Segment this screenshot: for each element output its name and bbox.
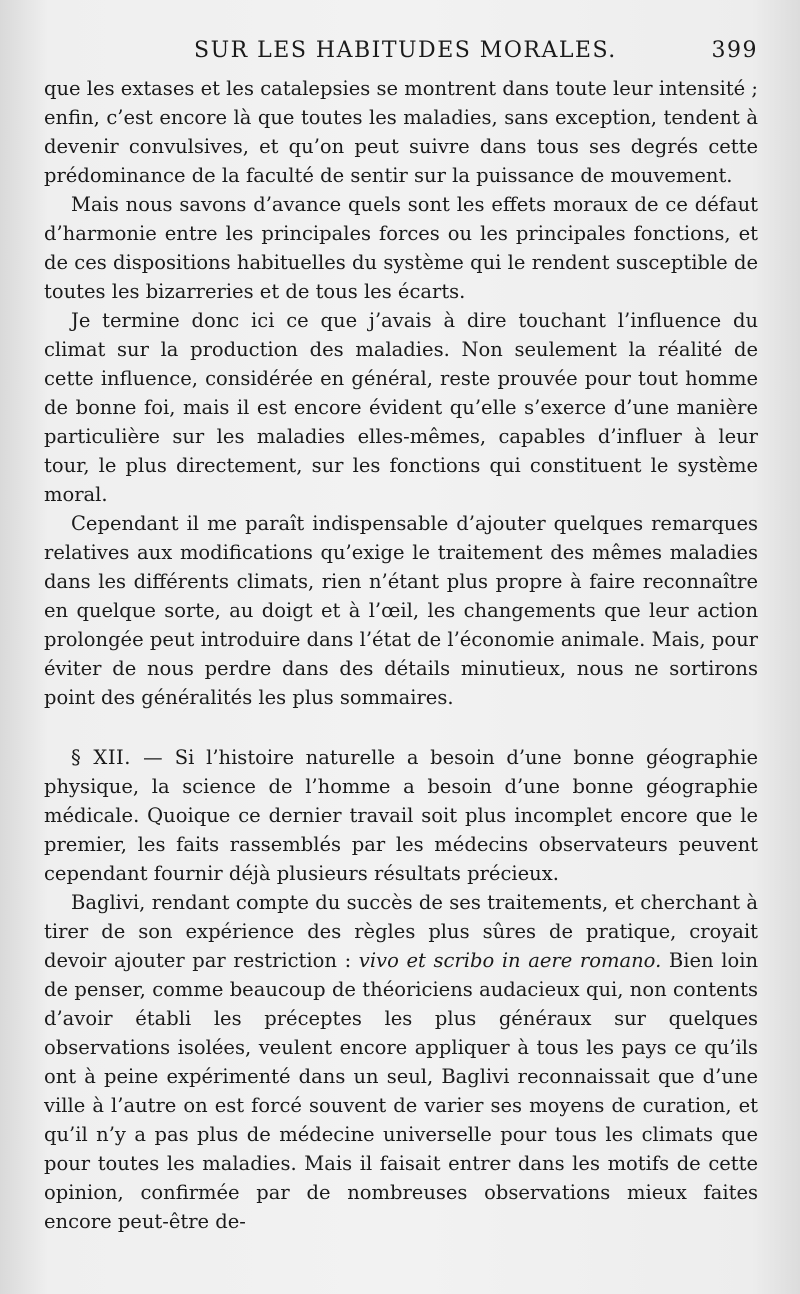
section-text: Si l’histoire naturelle a besoin d’une bonne géographie physique, la science de l’homme a besoin d’une bonne géographie médicale. Quoique ce dernier travail soit plus incomplet encore que le premier, les faits rassemblés par les médecins observateurs peuvent cependant fournir déjà plusieurs résultats précieux. bbox=[44, 746, 758, 885]
running-header bbox=[44, 36, 758, 74]
paragraph: Cependant il me paraît indispensable d’ajouter quelques remarques relatives aux modifications qu’exige le traitement des mêmes maladies dans les différents climats, rien n’étant plus propre à faire reconnaître en quelque sorte, au doigt et à l’œil, les changements que leur action prolongée peut introduire dans l’état de l’économie animale. Mais, pour éviter de nous perdre dans des détails minutieux, nous ne sortirons point des généralités les plus sommaires. bbox=[44, 512, 758, 709]
paragraph: Je termine donc ici ce que j’avais à dire touchant l’influence du climat sur la production des maladies. Non seulement la réalité de cette influence, considérée en général, reste prouvée pour tout homme de bonne foi, mais il est encore évident qu’elle s’exerce d’une manière particulière sur les maladies elles-mêmes, capables d’influer à leur tour, le plus directement, sur les fonctions qui constituent le système moral. bbox=[44, 309, 758, 506]
paragraph-continuation: que les extases et les catalepsies se montrent dans toute leur intensité ; enfin, c’est encore là que toutes les maladies, sans exception, tendent à devenir convulsives, et qu’on peut suivre dans tous ses degrés cette prédominance de la faculté de sentir sur la puissance de mouvement. bbox=[44, 77, 758, 187]
paragraph: Mais nous savons d’avance quels sont les effets moraux de ce défaut d’harmonie entre les principales forces ou les principales fonctions, et de ces dispositions habituelles du système qui le rendent susceptible de toutes les bizarreries et de tous les écarts. bbox=[44, 193, 758, 303]
latin-quotation: vivo et scribo in aere romano. bbox=[358, 949, 662, 972]
page-number: 399 bbox=[711, 38, 758, 63]
paragraph-text: Bien loin de penser, comme beaucoup de théoriciens audacieux qui, non contents d’avoir établi les préceptes les plus généraux sur quelques observations isolées, veulent encore appliquer à tous les pays ce qu’ils ont à peine expérimenté dans un seul, Baglivi reconnaissait que d’une ville à l’autre on est forcé souvent de varier ses moyens de curation, et qu’il n’y a pas plus de médecine universelle pour tous les climats que pour toutes les maladies. Mais il faisait entrer dans les motifs de cette opinion, confirmée par de nombreuses observations mieux faites encore peut-être de- bbox=[44, 949, 759, 1233]
section-heading: § XII. — bbox=[71, 746, 164, 769]
body-text bbox=[44, 74, 758, 1236]
paragraph-text: Baglivi, rendant compte du succès de ses traitements, et cherchant à tirer de son expérience des règles plus sûres de pratique, croyait devoir ajouter par restriction : bbox=[44, 891, 758, 972]
section-paragraph bbox=[44, 743, 758, 888]
paragraph bbox=[44, 888, 758, 1236]
running-title: SUR LES HABITUDES MORALES. bbox=[194, 38, 617, 63]
